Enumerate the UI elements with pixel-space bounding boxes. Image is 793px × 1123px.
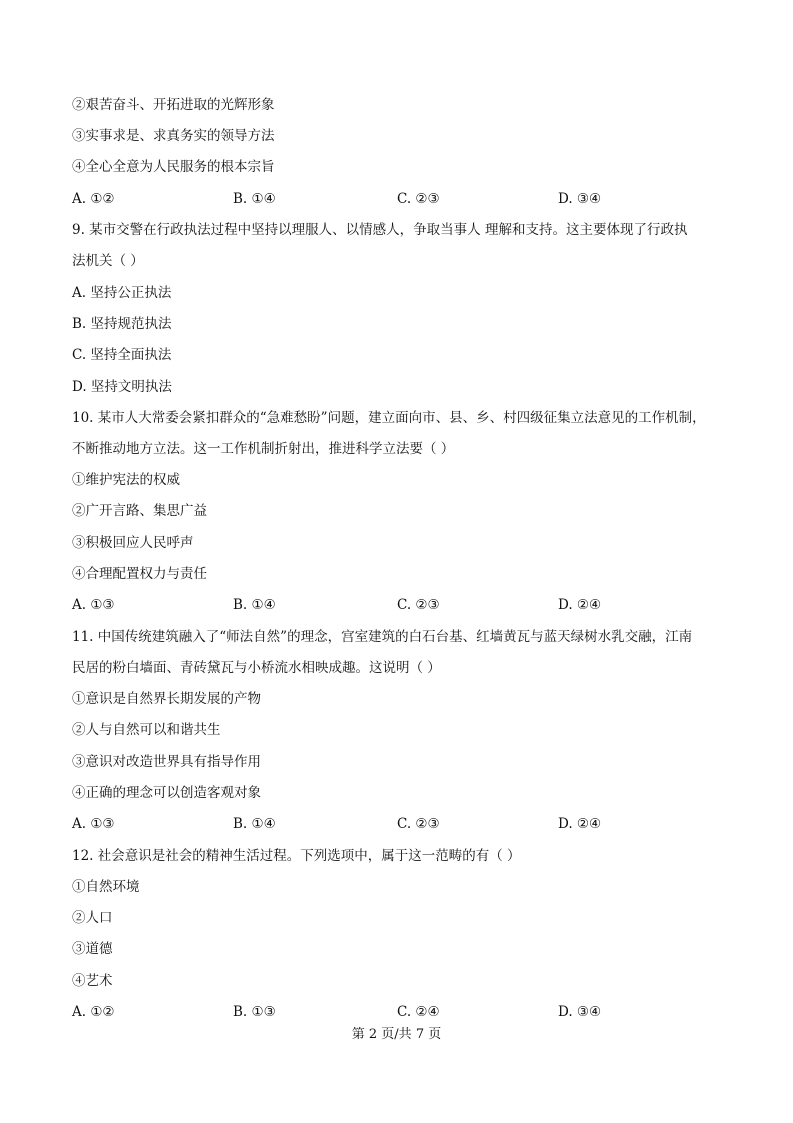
q11-item-1: ①意识是自然界长期发展的产物	[72, 691, 261, 707]
q9-choice-b[interactable]: B. 坚持规范执法	[72, 316, 172, 332]
q9-stem-line-1: 9. 某市交警在行政执法过程中坚持以理服人、以情感人，争取当事人 理解和支持。这主要体现了行政执	[72, 222, 688, 238]
q8-item-3: ③实事求是、求真务实的领导方法	[72, 128, 275, 144]
q12-item-4: ④艺术	[72, 973, 113, 989]
q11-option-a[interactable]: A. ①③	[72, 816, 115, 832]
q8-option-a[interactable]: A. ①②	[72, 191, 115, 207]
q12-item-1: ①自然环境	[72, 879, 140, 895]
q8-option-c[interactable]: C. ②③	[397, 191, 440, 207]
q11-item-3: ③意识对改造世界具有指导作用	[72, 754, 261, 770]
q10-option-b[interactable]: B. ①④	[233, 597, 276, 613]
q9-stem-line-2: 法机关（ ）	[72, 253, 144, 269]
q10-option-c[interactable]: C. ②③	[397, 597, 440, 613]
q12-stem-line-1: 12. 社会意识是社会的精神生活过程。下列选项中，属于这一范畴的有（ ）	[72, 848, 521, 864]
q11-option-c[interactable]: C. ②③	[397, 816, 440, 832]
q10-stem-line-1: 10. 某市人大常委会紧扣群众的“急难愁盼”问题，建立面向市、县、乡、村四级征集立法意见的工作机制，	[72, 410, 706, 426]
q9-choice-c[interactable]: C. 坚持全面执法	[72, 347, 172, 363]
q12-option-a[interactable]: A. ①②	[72, 1004, 115, 1020]
q11-stem-line-1: 11. 中国传统建筑融入了“师法自然”的理念，宫室建筑的白石台基、红墙黄瓦与蓝天绿树水乳交融，江南	[72, 629, 693, 645]
q10-item-1: ①维护宪法的权威	[72, 472, 180, 488]
q10-stem-line-2: 不断推动地方立法。这一工作机制折射出，推进科学立法要（ ）	[72, 441, 455, 457]
q8-item-4: ④全心全意为人民服务的根本宗旨	[72, 159, 275, 175]
q10-option-d[interactable]: D. ②④	[558, 597, 602, 613]
page-footer: 第 2 页/共 7 页	[351, 1027, 442, 1042]
q12-option-d[interactable]: D. ③④	[558, 1004, 602, 1020]
q11-item-4: ④正确的理念可以创造客观对象	[72, 785, 261, 801]
q8-option-d[interactable]: D. ③④	[558, 191, 602, 207]
q10-item-2: ②广开言路、集思广益	[72, 503, 207, 519]
q8-option-b[interactable]: B. ①④	[233, 191, 276, 207]
q10-item-4: ④合理配置权力与责任	[72, 566, 207, 582]
q11-stem-line-2: 民居的粉白墙面、青砖黛瓦与小桥流水相映成趣。这说明（ ）	[72, 660, 441, 676]
q8-item-2: ②艰苦奋斗、开拓进取的光辉形象	[72, 97, 275, 113]
q9-choice-a[interactable]: A. 坚持公正执法	[72, 285, 172, 301]
q12-options	[72, 1003, 712, 1021]
q11-option-b[interactable]: B. ①④	[233, 816, 276, 832]
q8-options	[72, 190, 712, 208]
q10-option-a[interactable]: A. ①③	[72, 597, 115, 613]
q10-options	[72, 596, 712, 614]
q11-options	[72, 815, 712, 833]
q10-item-3: ③积极回应人民呼声	[72, 535, 194, 551]
q12-item-2: ②人口	[72, 910, 113, 926]
q12-item-3: ③道德	[72, 941, 113, 957]
q12-option-b[interactable]: B. ①③	[233, 1004, 276, 1020]
q9-choice-d[interactable]: D. 坚持文明执法	[72, 379, 172, 395]
q12-option-c[interactable]: C. ②④	[397, 1004, 440, 1020]
q11-item-2: ②人与自然可以和谐共生	[72, 722, 221, 738]
q11-option-d[interactable]: D. ②④	[558, 816, 602, 832]
